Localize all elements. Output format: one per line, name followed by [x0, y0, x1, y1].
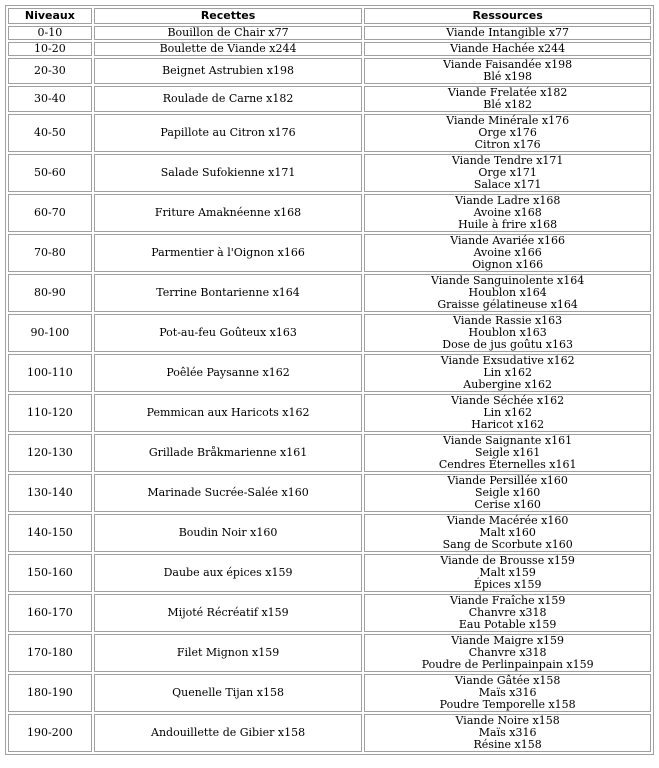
resources-cell — [364, 86, 651, 112]
level-cell: 50-60 — [8, 154, 92, 192]
table-row — [8, 154, 651, 192]
table-row — [8, 394, 651, 432]
recipe-cell: Beignet Astrubien x198 — [94, 58, 363, 84]
resource-item: Houblon x163 — [468, 326, 547, 339]
recipe-cell: Quenelle Tijan x158 — [94, 674, 363, 712]
level-cell: 180-190 — [8, 674, 92, 712]
resource-item: Maïs x316 — [478, 726, 537, 739]
resources-cell — [364, 434, 651, 472]
table-row — [8, 274, 651, 312]
table-row — [8, 554, 651, 592]
resource-item: Seigle x161 — [474, 446, 541, 459]
resource-item: Viande Ladre x168 — [454, 194, 561, 207]
level-cell: 0-10 — [8, 26, 92, 40]
level-cell: 100-110 — [8, 354, 92, 392]
resource-item: Dose de jus goûtu x163 — [442, 338, 574, 351]
table-body — [8, 26, 651, 752]
resource-item: Viande Avariée x166 — [450, 234, 566, 247]
resource-item: Blé x198 — [483, 70, 533, 83]
level-cell: 190-200 — [8, 714, 92, 752]
resources-cell — [364, 26, 651, 40]
resources-cell — [364, 594, 651, 632]
resource-item: Blé x182 — [483, 98, 533, 111]
recipe-cell: Poêlée Paysanne x162 — [94, 354, 363, 392]
table-row — [8, 354, 651, 392]
resources-cell — [364, 314, 651, 352]
resource-item: Seigle x160 — [474, 486, 541, 499]
header-row — [8, 8, 651, 24]
resource-item: Viande Macérée x160 — [446, 514, 569, 527]
resources-cell — [364, 394, 651, 432]
resources-cell — [364, 154, 651, 192]
level-cell: 20-30 — [8, 58, 92, 84]
recipe-cell: Parmentier à l'Oignon x166 — [94, 234, 363, 272]
table-row — [8, 86, 651, 112]
resource-item: Viande Exsudative x162 — [440, 354, 575, 367]
resource-item: Avoine x168 — [473, 206, 542, 219]
resource-item: Haricot x162 — [471, 418, 545, 431]
table-row — [8, 114, 651, 152]
recipe-cell: Roulade de Carne x182 — [94, 86, 363, 112]
table-row — [8, 234, 651, 272]
level-cell: 130-140 — [8, 474, 92, 512]
resource-item: Chanvre x318 — [468, 606, 547, 619]
resources-cell — [364, 514, 651, 552]
resources-cell — [364, 554, 651, 592]
resource-item: Viande Persillée x160 — [447, 474, 568, 487]
level-cell: 60-70 — [8, 194, 92, 232]
table-row — [8, 714, 651, 752]
recipe-cell: Bouillon de Chair x77 — [94, 26, 363, 40]
resource-item: Épices x159 — [473, 578, 542, 591]
resource-item: Salace x171 — [473, 178, 542, 191]
recipe-cell: Terrine Bontarienne x164 — [94, 274, 363, 312]
resource-item: Viande de Brousse x159 — [440, 554, 575, 567]
resources-cell — [364, 58, 651, 84]
resource-item: Citron x176 — [474, 138, 541, 151]
resource-item: Viande Noire x158 — [455, 714, 560, 727]
level-cell: 160-170 — [8, 594, 92, 632]
recipe-cell: Marinade Sucrée-Salée x160 — [94, 474, 363, 512]
resource-item: Poudre de Perlinpainpain x159 — [421, 658, 594, 671]
resource-item: Huile à frire x168 — [458, 218, 558, 231]
resource-item: Cerise x160 — [474, 498, 541, 511]
resource-item: Maïs x316 — [478, 686, 537, 699]
resource-item: Aubergine x162 — [463, 378, 552, 391]
level-cell: 30-40 — [8, 86, 92, 112]
recipes-table — [5, 5, 654, 755]
recipe-cell: Pemmican aux Haricots x162 — [94, 394, 363, 432]
resource-item: Viande Rassie x163 — [453, 314, 563, 327]
resource-item: Résine x158 — [473, 738, 542, 751]
resource-item: Viande Saignante x161 — [443, 434, 573, 447]
table-row — [8, 434, 651, 472]
resources-cell — [364, 42, 651, 56]
recipe-cell: Boudin Noir x160 — [94, 514, 363, 552]
resources-cell — [364, 474, 651, 512]
table-row — [8, 594, 651, 632]
resource-item: Houblon x164 — [468, 286, 547, 299]
resource-item: Viande Frelatée x182 — [447, 86, 568, 99]
resource-item: Malt x159 — [479, 566, 536, 579]
resource-item: Viande Tendre x171 — [451, 154, 564, 167]
resources-cell — [364, 234, 651, 272]
resources-cell — [364, 354, 651, 392]
resource-item: Graisse gélatineuse x164 — [437, 298, 578, 311]
level-cell: 140-150 — [8, 514, 92, 552]
resource-item: Oignon x166 — [472, 258, 544, 271]
level-cell: 80-90 — [8, 274, 92, 312]
resource-item: Viande Minérale x176 — [446, 114, 570, 127]
resources-cell — [364, 114, 651, 152]
resource-item: Avoine x166 — [473, 246, 542, 259]
resources-cell — [364, 674, 651, 712]
header-resources: Ressources — [364, 8, 651, 24]
level-cell: 10-20 — [8, 42, 92, 56]
resources-cell — [364, 274, 651, 312]
table-row — [8, 634, 651, 672]
recipe-cell: Daube aux épices x159 — [94, 554, 363, 592]
table-row — [8, 26, 651, 40]
table-row — [8, 314, 651, 352]
level-cell: 170-180 — [8, 634, 92, 672]
resource-item: Viande Intangible x77 — [446, 26, 570, 39]
level-cell: 70-80 — [8, 234, 92, 272]
level-cell: 110-120 — [8, 394, 92, 432]
resource-item: Viande Séchée x162 — [451, 394, 565, 407]
resources-cell — [364, 194, 651, 232]
resources-cell — [364, 634, 651, 672]
resource-item: Malt x160 — [479, 526, 536, 539]
resource-item: Chanvre x318 — [468, 646, 547, 659]
resource-item: Orge x171 — [478, 166, 537, 179]
resource-item: Viande Maigre x159 — [451, 634, 565, 647]
table-row — [8, 474, 651, 512]
resource-item: Viande Sanguinolente x164 — [431, 274, 585, 287]
level-cell: 120-130 — [8, 434, 92, 472]
resource-item: Viande Fraîche x159 — [449, 594, 566, 607]
table-row — [8, 58, 651, 84]
resource-item: Lin x162 — [483, 406, 532, 419]
recipe-cell: Salade Sufokienne x171 — [94, 154, 363, 192]
level-cell: 150-160 — [8, 554, 92, 592]
resource-item: Poudre Temporelle x158 — [439, 698, 576, 711]
recipe-cell: Friture Amaknéenne x168 — [94, 194, 363, 232]
resource-item: Sang de Scorbute x160 — [442, 538, 573, 551]
recipe-cell: Papillote au Citron x176 — [94, 114, 363, 152]
header-levels: Niveaux — [8, 8, 92, 24]
recipe-cell: Andouillette de Gibier x158 — [94, 714, 363, 752]
table-row — [8, 42, 651, 56]
level-cell: 40-50 — [8, 114, 92, 152]
recipe-cell: Filet Mignon x159 — [94, 634, 363, 672]
resource-item: Viande Gâtée x158 — [454, 674, 561, 687]
header-recipes: Recettes — [94, 8, 363, 24]
resource-item: Lin x162 — [483, 366, 532, 379]
recipe-cell: Pot-au-feu Goûteux x163 — [94, 314, 363, 352]
resource-item: Eau Potable x159 — [458, 618, 557, 631]
resources-cell — [364, 714, 651, 752]
table-row — [8, 194, 651, 232]
resource-item: Cendres Éternelles x161 — [438, 458, 577, 471]
resource-item: Viande Faisandée x198 — [443, 58, 573, 71]
recipe-cell: Mijoté Récréatif x159 — [94, 594, 363, 632]
table-row — [8, 674, 651, 712]
recipe-cell: Boulette de Viande x244 — [94, 42, 363, 56]
level-cell: 90-100 — [8, 314, 92, 352]
recipe-cell: Grillade Bråkmarienne x161 — [94, 434, 363, 472]
resource-item: Orge x176 — [478, 126, 537, 139]
table-row — [8, 514, 651, 552]
resource-item: Viande Hachée x244 — [450, 42, 566, 55]
